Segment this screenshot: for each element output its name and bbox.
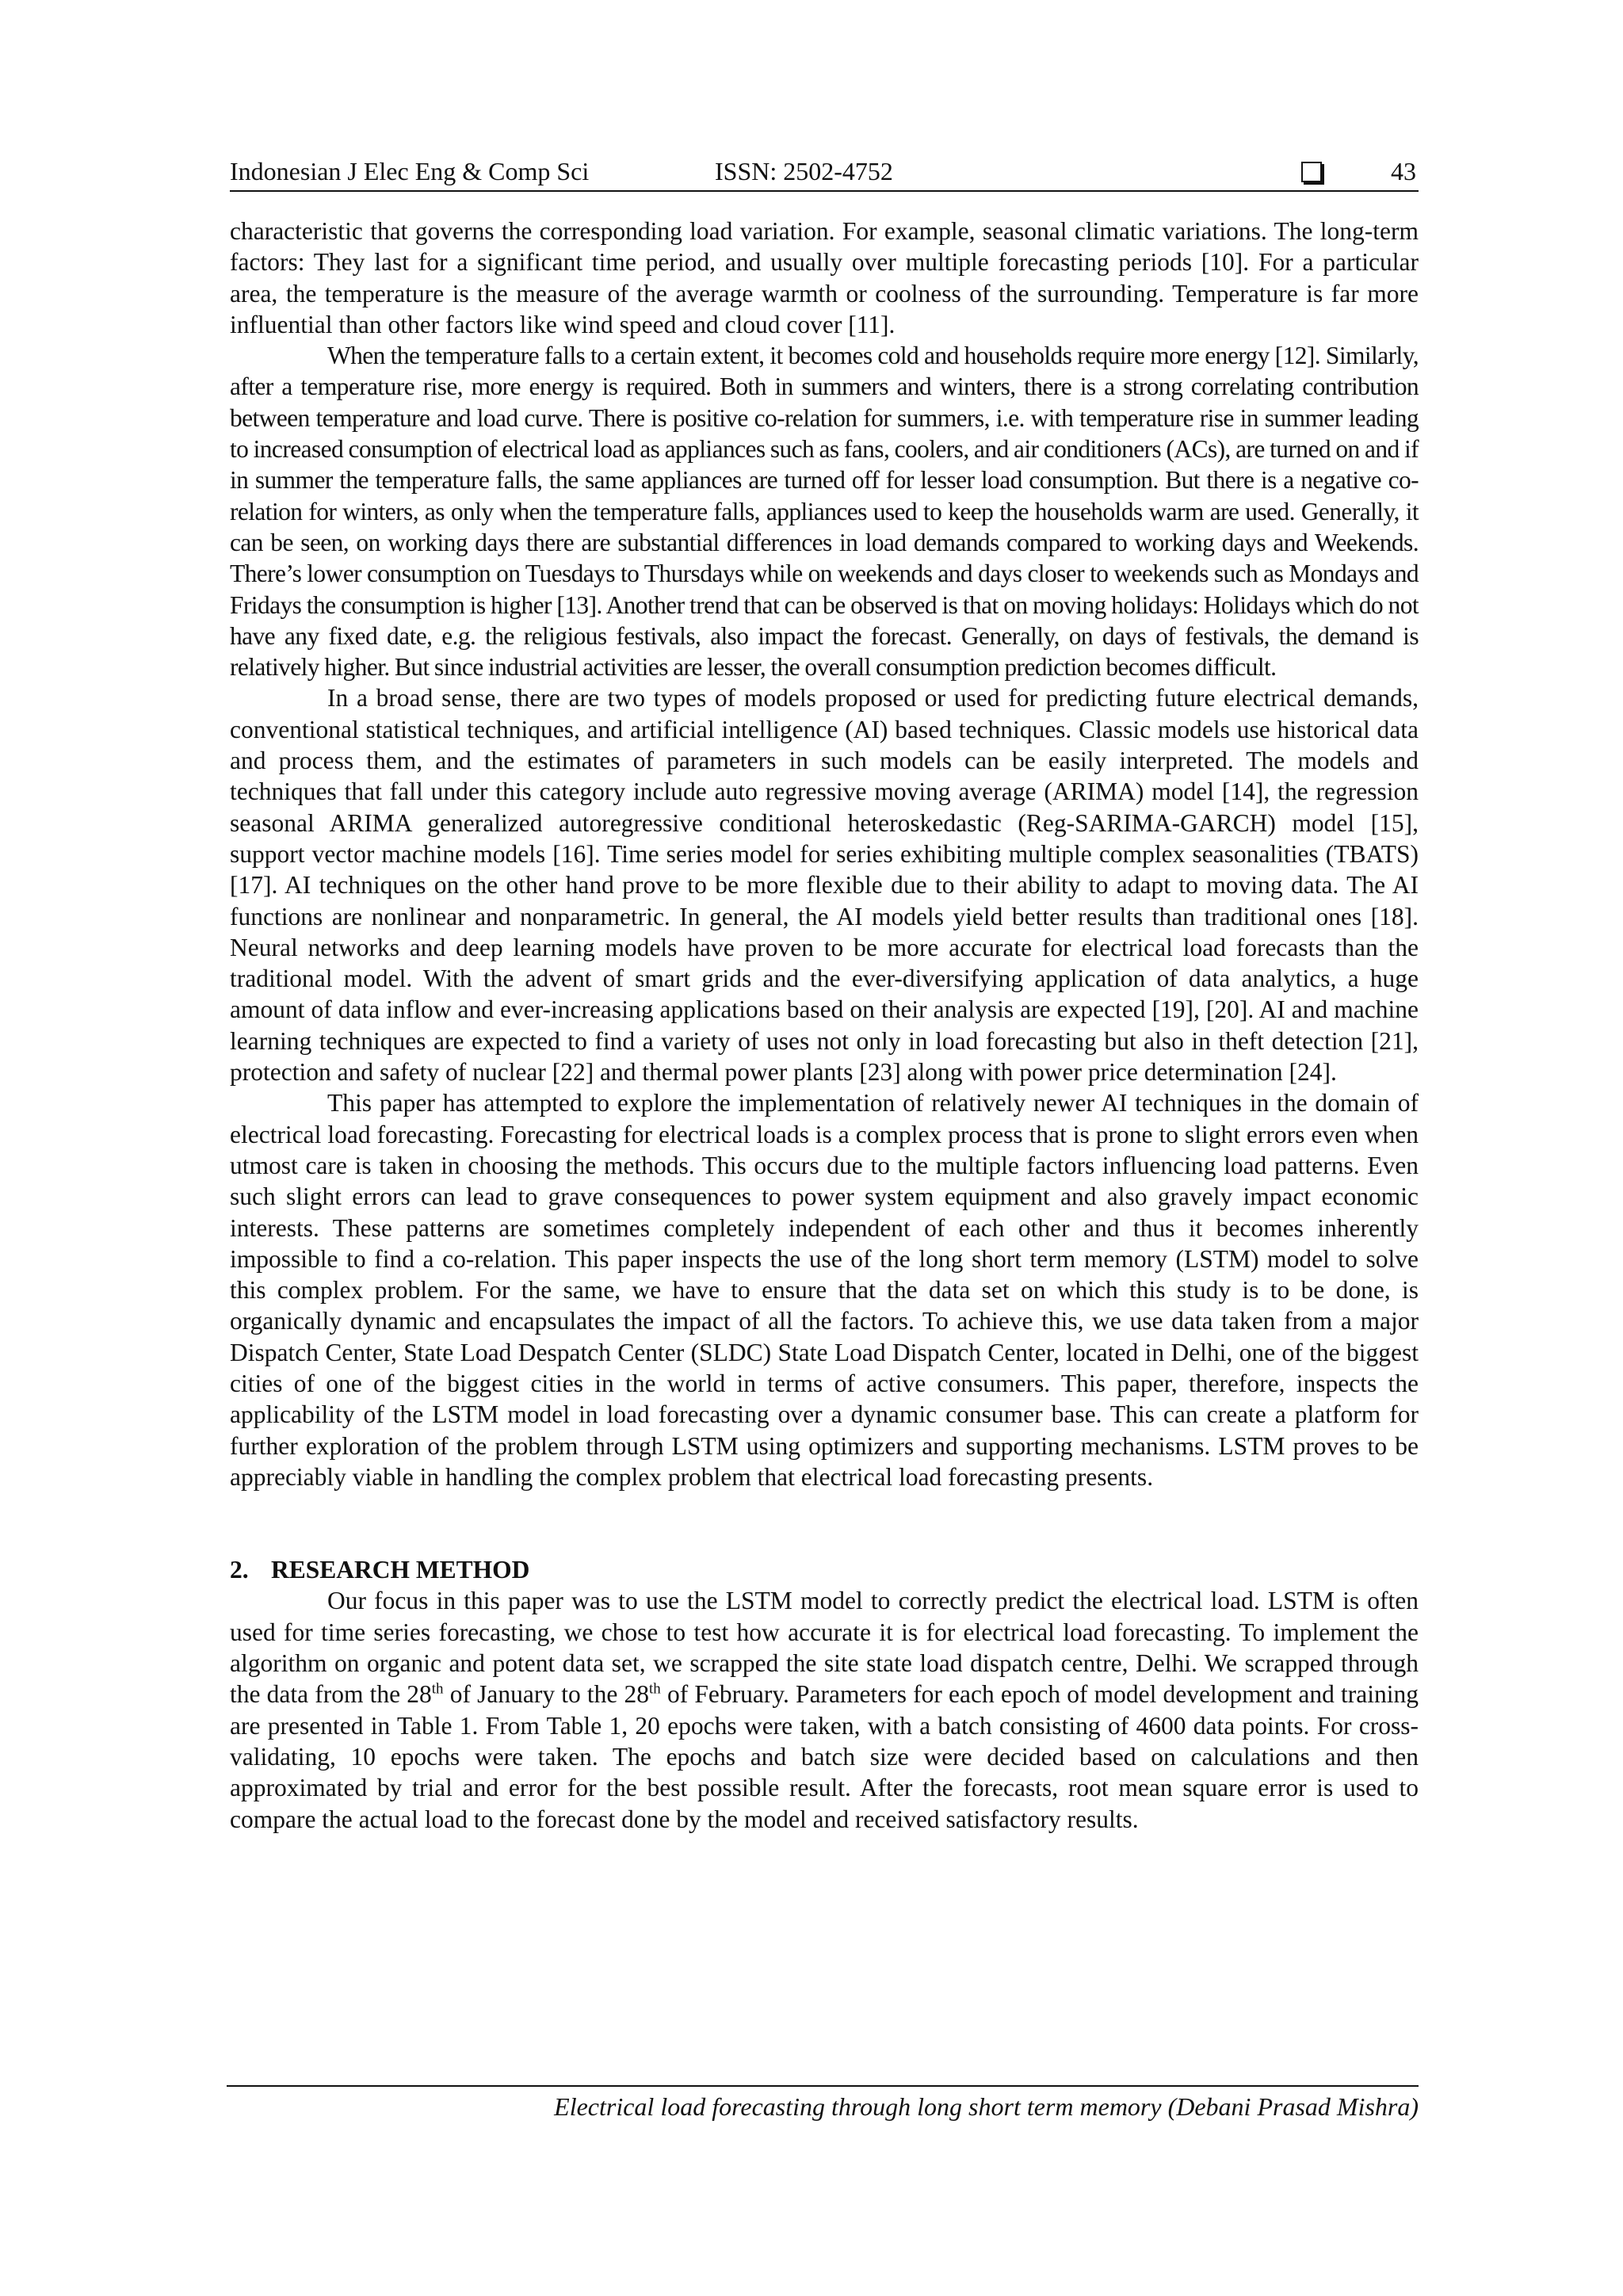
section-gap — [230, 1492, 1419, 1554]
paragraph-models: In a broad sense, there are two types of models proposed or used for predicting future electrical demands, conventional statistical techniques, and artificial intelligence (AI) based techniques. Classic models use historical data and process them, and the estimates of parameters in such models can be easily interpreted. The models and techniques that fall under this category include auto regressive moving average (ARIMA) model [14], the regression seasonal ARIMA generalized autoregressive conditional heteroskedastic (Reg-SARIMA-GARCH) model [15], support vector machine models [16]. Time series model for series exhibiting multiple complex seasonalities (TBATS) [17]. AI techniques on the other hand prove to be more flexible due to their ability to adapt to moving data. The AI functions are nonlinear and nonparametric. In general, the AI models yield better results than traditional ones [18]. Neural networks and deep learning models have proven to be more accurate for electrical load forecasts than the traditional model. With the advent of smart grids and the ever-diversifying application of data analytics, a huge amount of data inflow and ever-increasing applications based on their analysis are expected [19], [20]. AI and machine learning techniques are expected to find a variety of uses not only in load forecasting but also in theft detection [21], protection and safety of nuclear [22] and thermal power plants [23] along with power price determination [24]. — [230, 684, 1419, 1087]
rm-sup-1: th — [431, 1680, 444, 1698]
section-heading — [230, 1554, 1419, 1585]
paragraph-this-paper: This paper has attempted to explore the implementation of relatively newer AI techniques in the domain of electrical load forecasting. Forecasting for electrical loads is a complex process that is prone to slight errors even when utmost care is taken in choosing the methods. This occurs due to the multiple factors influencing load patterns. Even such slight errors can lead to grave consequences to power system equipment and also gravely impact economic interests. These patterns are sometimes completely independent of each other and thus it becomes inherently impossible to find a co-relation. This paper inspects the use of the long short term memory (LSTM) model to solve this complex problem. For the same, we have to ensure that the data set on which this study is to be done, is organically dynamic and encapsulates the impact of all the factors. To achieve this, we use data taken from a major Dispatch Center, State Load Despatch Center (SLDC) State Load Dispatch Center, located in Delhi, one of the biggest cities of one of the biggest cities in the world in terms of active consumers. This paper, therefore, inspects the applicability of the LSTM model in load forecasting over a dynamic consumer base. This can create a platform for further exploration of the problem through LSTM using optimizers and supporting mechanisms. LSTM proves to be appreciably viable in handling the complex problem that electrical load forecasting presents. — [230, 1089, 1419, 1491]
paragraph-temperature: When the temperature falls to a certain extent, it becomes cold and households require more energy [12]. Similarly, after a temperature rise, more energy is required. Both in summers and winters, there is a strong correlating contribution between temperature and load curve. There is positive co-relation for summers, i.e. with temperature rise in summer leading to increased consumption of electrical load as appliances such as fans, coolers, and air conditioners (ACs), are turned on and if in summer the temperature falls, the same appliances are turned off for lesser load consumption. But there is a negative co-relation for winters, as only when the temperature falls, appliances used to keep the households warm are used. Generally, it can be seen, on working days there are substantial differences in load demands compared to working days and Weekends. There’s lower consumption on Tuesdays to Thursdays while on weekends and days closer to weekends such as Mondays and Fridays the consumption is higher [13]. Another trend that can be observed is that on moving holidays: Holidays which do not have any fixed date, e.g. the religious festivals, also impact the forecast. Generally, on days of festivals, the demand is relatively higher. But since industrial activities are lesser, the overall consumption prediction becomes difficult. — [230, 342, 1419, 682]
paragraph-research-method — [230, 1585, 1419, 1834]
rm-text-3: of February. Parameters for each epoch of model development and training are presented in Table 1. From Table 1, 20 epochs were taken, with a batch consisting of 4600 data points. For cross-validating, 10 epochs were taken. The epochs and batch size were decided based on calculations and then approximated by trial and error for the best possible result. After the forecasts, root mean square error is used to compare the actual load to the forecast done by the model and received satisfactory results. — [230, 1680, 1419, 1833]
main-text — [230, 216, 1419, 1835]
rm-sup-2: th — [649, 1680, 661, 1698]
section-number: 2. — [230, 1556, 249, 1584]
checkbox-icon — [1301, 162, 1322, 182]
paragraph-continued: characteristic that governs the corresponding load variation. For example, seasonal climatic variations. The long-term factors: They last for a significant time period, and usually over multiple forecasting periods [10]. For a particular area, the temperature is the measure of the average warmth or coolness of the surrounding. Temperature is far more influential than other factors like wind speed and cloud cover [11]. — [230, 217, 1419, 338]
journal-name: Indonesian J Elec Eng & Comp Sci — [230, 157, 590, 185]
running-title: Electrical load forecasting through long short term memory (Debani Prasad Mishra) — [554, 2092, 1419, 2121]
header-rule — [230, 190, 1419, 192]
page-number: 43 — [1391, 157, 1416, 185]
section-title: RESEARCH METHOD — [271, 1556, 530, 1584]
issn: ISSN: 2502-4752 — [715, 157, 893, 185]
footer-rule — [227, 2085, 1419, 2087]
rm-text-2: of January to the 28 — [443, 1680, 650, 1709]
page-header — [230, 155, 1419, 193]
rm-text-1: Our focus in this paper was to use the LSTM model to correctly predict the electrical load. LSTM is often used for time series forecasting, we chose to test how accurate it is for electrical load forecasting. To implement the algorithm on organic and potent data set, we scrapped the site state load dispatch centre, Delhi. We scrapped through the data from the 28 — [230, 1587, 1419, 1709]
